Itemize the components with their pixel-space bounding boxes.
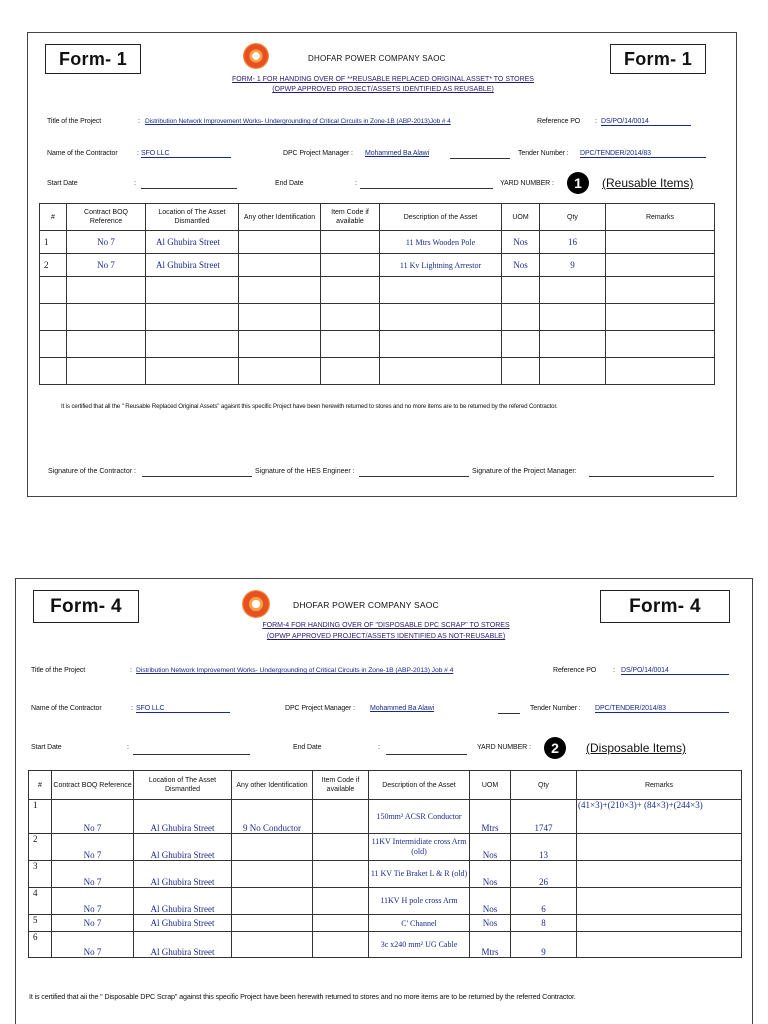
table-row-empty [40,358,715,385]
certification-text: It is certified that all the " Reusable Replaced Original Assets" agaisnt this specific Project have been herewith returned to stores and no more items are to be returned by the refered Contractor. [61,403,558,410]
project-manager-label: DPC Project Manager : [283,150,353,157]
company-name: DHOFAR POWER COMPANY SAOC [308,54,446,63]
signature-pm-label: Signature of the Project Manager: [472,468,577,475]
column-header: Remarks [606,204,715,231]
yard-type: (Reusable Items) [602,176,694,190]
project-label: Title of the Project [31,667,86,674]
column-header: # [29,771,52,800]
form-title: FORM- 1 FOR HANDING OVER OF **REUSABLE REPLACED ORIGINAL ASSET* TO STORES [232,76,534,83]
reference-po-value: DS/PO/14/0014 [601,118,691,126]
form-title: FORM-4 FOR HANDING OVER OF "DISPOSABLE DPC SCRAP" TO STORES [262,622,510,629]
column-header: Any other Identification [239,204,321,231]
form-label-right: Form- 1 [610,44,706,74]
form-label-right: Form- 4 [600,590,730,623]
table-row: 4 No 7 Al Ghubira Street 11KV H pole cross Arm Nos 6 [29,888,742,915]
tender-label: Tender Number : [530,705,581,712]
table-row: 6 No 7 Al Ghubira Street 3c x240 mm² UG Cable Mtrs 9 [29,932,742,958]
tender-value: DPC/TENDER/2014/83 [580,150,706,158]
column-header: Contract BOQ Reference [52,771,134,800]
yard-number-badge: 1 [567,172,589,194]
column-header: Description of the Asset [380,204,502,231]
table-row: 1 No 7 Al Ghubira Street 9 No Conductor 150mm² ACSR Conductor Mtrs 1747 (41×3)+(210×3)+ (84×3)+(244×3) [29,800,742,834]
column-header: Location of The Asset Dismantled [134,771,232,800]
table-row-empty [40,331,715,358]
end-date-label: End Date [275,180,304,187]
form-label-left: Form- 1 [45,44,141,74]
column-header: Item Code if available [313,771,369,800]
signature-contractor-label: Signature of the Contractor : [48,468,136,475]
project-value: Distribution Network Improvement Works- Undergrounding of Critical Circuits in Zone-1B (ABP-2013)Job # 4 [145,118,451,125]
column-header: # [40,204,67,231]
column-header: Any other Identification [232,771,313,800]
table-row-empty [40,277,715,304]
tender-label: Tender Number : [518,150,569,157]
start-date-field[interactable] [133,754,250,755]
table-header-row [29,771,742,800]
project-value: Distribution Network Improvement Works- Undergrounding of Critical Circuits in Zone-1B (ABP-2013) Job # 4 [136,667,454,674]
reference-po-label: Reference PO [553,667,597,674]
project-label: Title of the Project [47,118,102,125]
column-header: UOM [502,204,540,231]
project-manager-value: Mohammed Ba Alawi [370,705,435,712]
signature-contractor-line[interactable] [142,476,252,477]
column-header: Remarks [577,771,742,800]
company-name: DHOFAR POWER COMPANY SAOC [293,600,439,610]
company-logo-icon [244,44,268,68]
table-row: 5 No 7 Al Ghubira Street C' Channel Nos 8 [29,915,742,932]
column-header: Location of The Asset Dismantled [146,204,239,231]
table-row: 1 No 7 Al Ghubira Street 11 Mtrs Wooden Pole Nos 16 [40,231,715,254]
table-row: 2 No 7 Al Ghubira Street 11KV Intermidiate cross Arm (old) Nos 13 [29,834,742,861]
table-row: 2 No 7 Al Ghubira Street 11 Kv Lightning Arrestor Nos 9 [40,254,715,277]
contractor-value: SFO LLC [141,150,231,158]
start-date-label: Start Date [47,180,78,187]
reference-po-label: Reference PO [537,118,581,125]
manager-line [498,713,520,714]
start-date-field[interactable] [141,188,237,189]
end-date-label: End Date [293,744,322,751]
form-subtitle: (OPWP APPROVED PROJECT/ASSETS IDENTIFIED AS REUSABLE) [272,86,494,93]
yard-number-badge: 2 [544,737,566,759]
signature-pm-line[interactable] [589,476,714,477]
table-row: 3 No 7 Al Ghubira Street 11 KV Tie Braket L & R (old) Nos 26 [29,861,742,888]
form-subtitle: (OPWP APPROVED PROJECT/ASSETS IDENTIFIED AS NOT-REUSABLE) [266,633,506,640]
company-logo-icon [243,591,269,617]
yard-number-label: YARD NUMBER : [477,744,531,751]
end-date-field[interactable] [386,754,467,755]
project-manager-value: Mohammed Ba Alawi [365,150,430,157]
certification-text: It is certified that aii the " Disposable DPC Scrap" against this specific Project have been herewith returned to stores and no more items are to be returned by the referred Contractor. [29,992,576,1001]
column-header: Qty [511,771,577,800]
column-header: Item Code if available [321,204,380,231]
tender-value: DPC/TENDER/2014/83 [595,705,729,713]
table-header-row [40,204,715,231]
reference-po-value: DS/PO/14/0014 [621,667,729,675]
column-header: Qty [540,204,606,231]
project-manager-label: DPC Project Manager : [285,705,355,712]
manager-line [450,158,510,159]
contractor-label: Name of the Contractor [47,150,118,157]
asset-table [28,770,742,958]
form-4-sheet: Form- 4 DHOFAR POWER COMPANY SAOC Form- 4 FORM-4 FOR HANDING OVER OF "DISPOSABLE DPC SCRAP" TO STORES (OPWP APPROVED PROJECT/ASSETS IDENTIFIED AS NOT-REUSABLE) Title of the Project : Distribution Network Improvement Works- Undergrounding of Critical Circuits in Zone-1B (ABP-2013) Job # 4 Reference PO : DS/PO/14/0014 Name of the Contractor : SFO LLC DPC Project Manager : Mohammed Ba Alawi Tender Number : DPC/TENDER/2014/83 Start Date : End Date : YARD NUMBER : 2 (Disposable Items) # Contract BOQ Reference Location of The Asset Dismantled Any other Identification Item Code if available Description of the Asset UOM Qty Remarks 1 No 7 Al Ghubira Street 9 No Conductor 150mm² ACSR Conductor Mtrs 1747 (41×3)+(210×3)+ (84×3)+(244×3) 2 No 7 Al Ghubira Street 11KV Intermidiate cross Arm (old) Nos 13 3 No 7 Al Ghubira Street 11 KV Tie Braket L & R (old) Nos 26 4 No 7 Al Ghubira Street 11KV H pole cross Arm Nos 6 5 No 7 Al Ghubira Street C' Channel Nos 8 6 No 7 Al Ghubira Street 3c x240 mm² UG Cable Mtrs 9 It is certified that aii the " Disposable DPC Scrap" against this specific Project have been herewith returned to stores and no more items are to be returned by the referred Contractor. [15,578,753,1024]
form-label-left: Form- 4 [33,590,139,623]
column-header: UOM [470,771,511,800]
start-date-label: Start Date [31,744,62,751]
contractor-value: SFO LLC [136,705,230,713]
signature-hes-label: Signature of the HES Engineer : [255,468,355,475]
signature-hes-line[interactable] [359,476,469,477]
yard-type: (Disposable Items) [586,741,687,755]
form-1-sheet: Form- 1 DHOFAR POWER COMPANY SAOC Form- 1 FORM- 1 FOR HANDING OVER OF **REUSABLE REPLACED ORIGINAL ASSET* TO STORES (OPWP APPROVED PROJECT/ASSETS IDENTIFIED AS REUSABLE) Title of the Project : Distribution Network Improvement Works- Undergrounding of Critical Circuits in Zone-1B (ABP-2013)Job # 4 Reference PO : DS/PO/14/0014 Name of the Contractor : SFO LLC DPC Project Manager : Mohammed Ba Alawi Tender Number : DPC/TENDER/2014/83 Start Date : End Date : YARD NUMBER : 1 (Reusable Items) # Contract BOQ Reference Location of The Asset Dismantled Any other Identification Item Code if available Description of the Asset UOM Qty Remarks 1 No 7 Al Ghubira Street 11 Mtrs Wooden Pole Nos 16 2 No 7 Al Ghubira Street 11 Kv Lightning Arrestor Nos 9 It is certified that all the " Reusable Replaced Original Assets" agaisnt this specific Project have been herewith returned to stores and no more items are to be returned by the refered Contractor. Signature of the Contractor : Signature of the HES Engineer : Signature of the Project Manager: [27,32,737,497]
asset-table [39,203,715,385]
column-header: Contract BOQ Reference [67,204,146,231]
table-row-empty [40,304,715,331]
contractor-label: Name of the Contractor [31,705,102,712]
end-date-field[interactable] [360,188,493,189]
yard-number-label: YARD NUMBER : [500,180,554,187]
column-header: Description of the Asset [369,771,470,800]
